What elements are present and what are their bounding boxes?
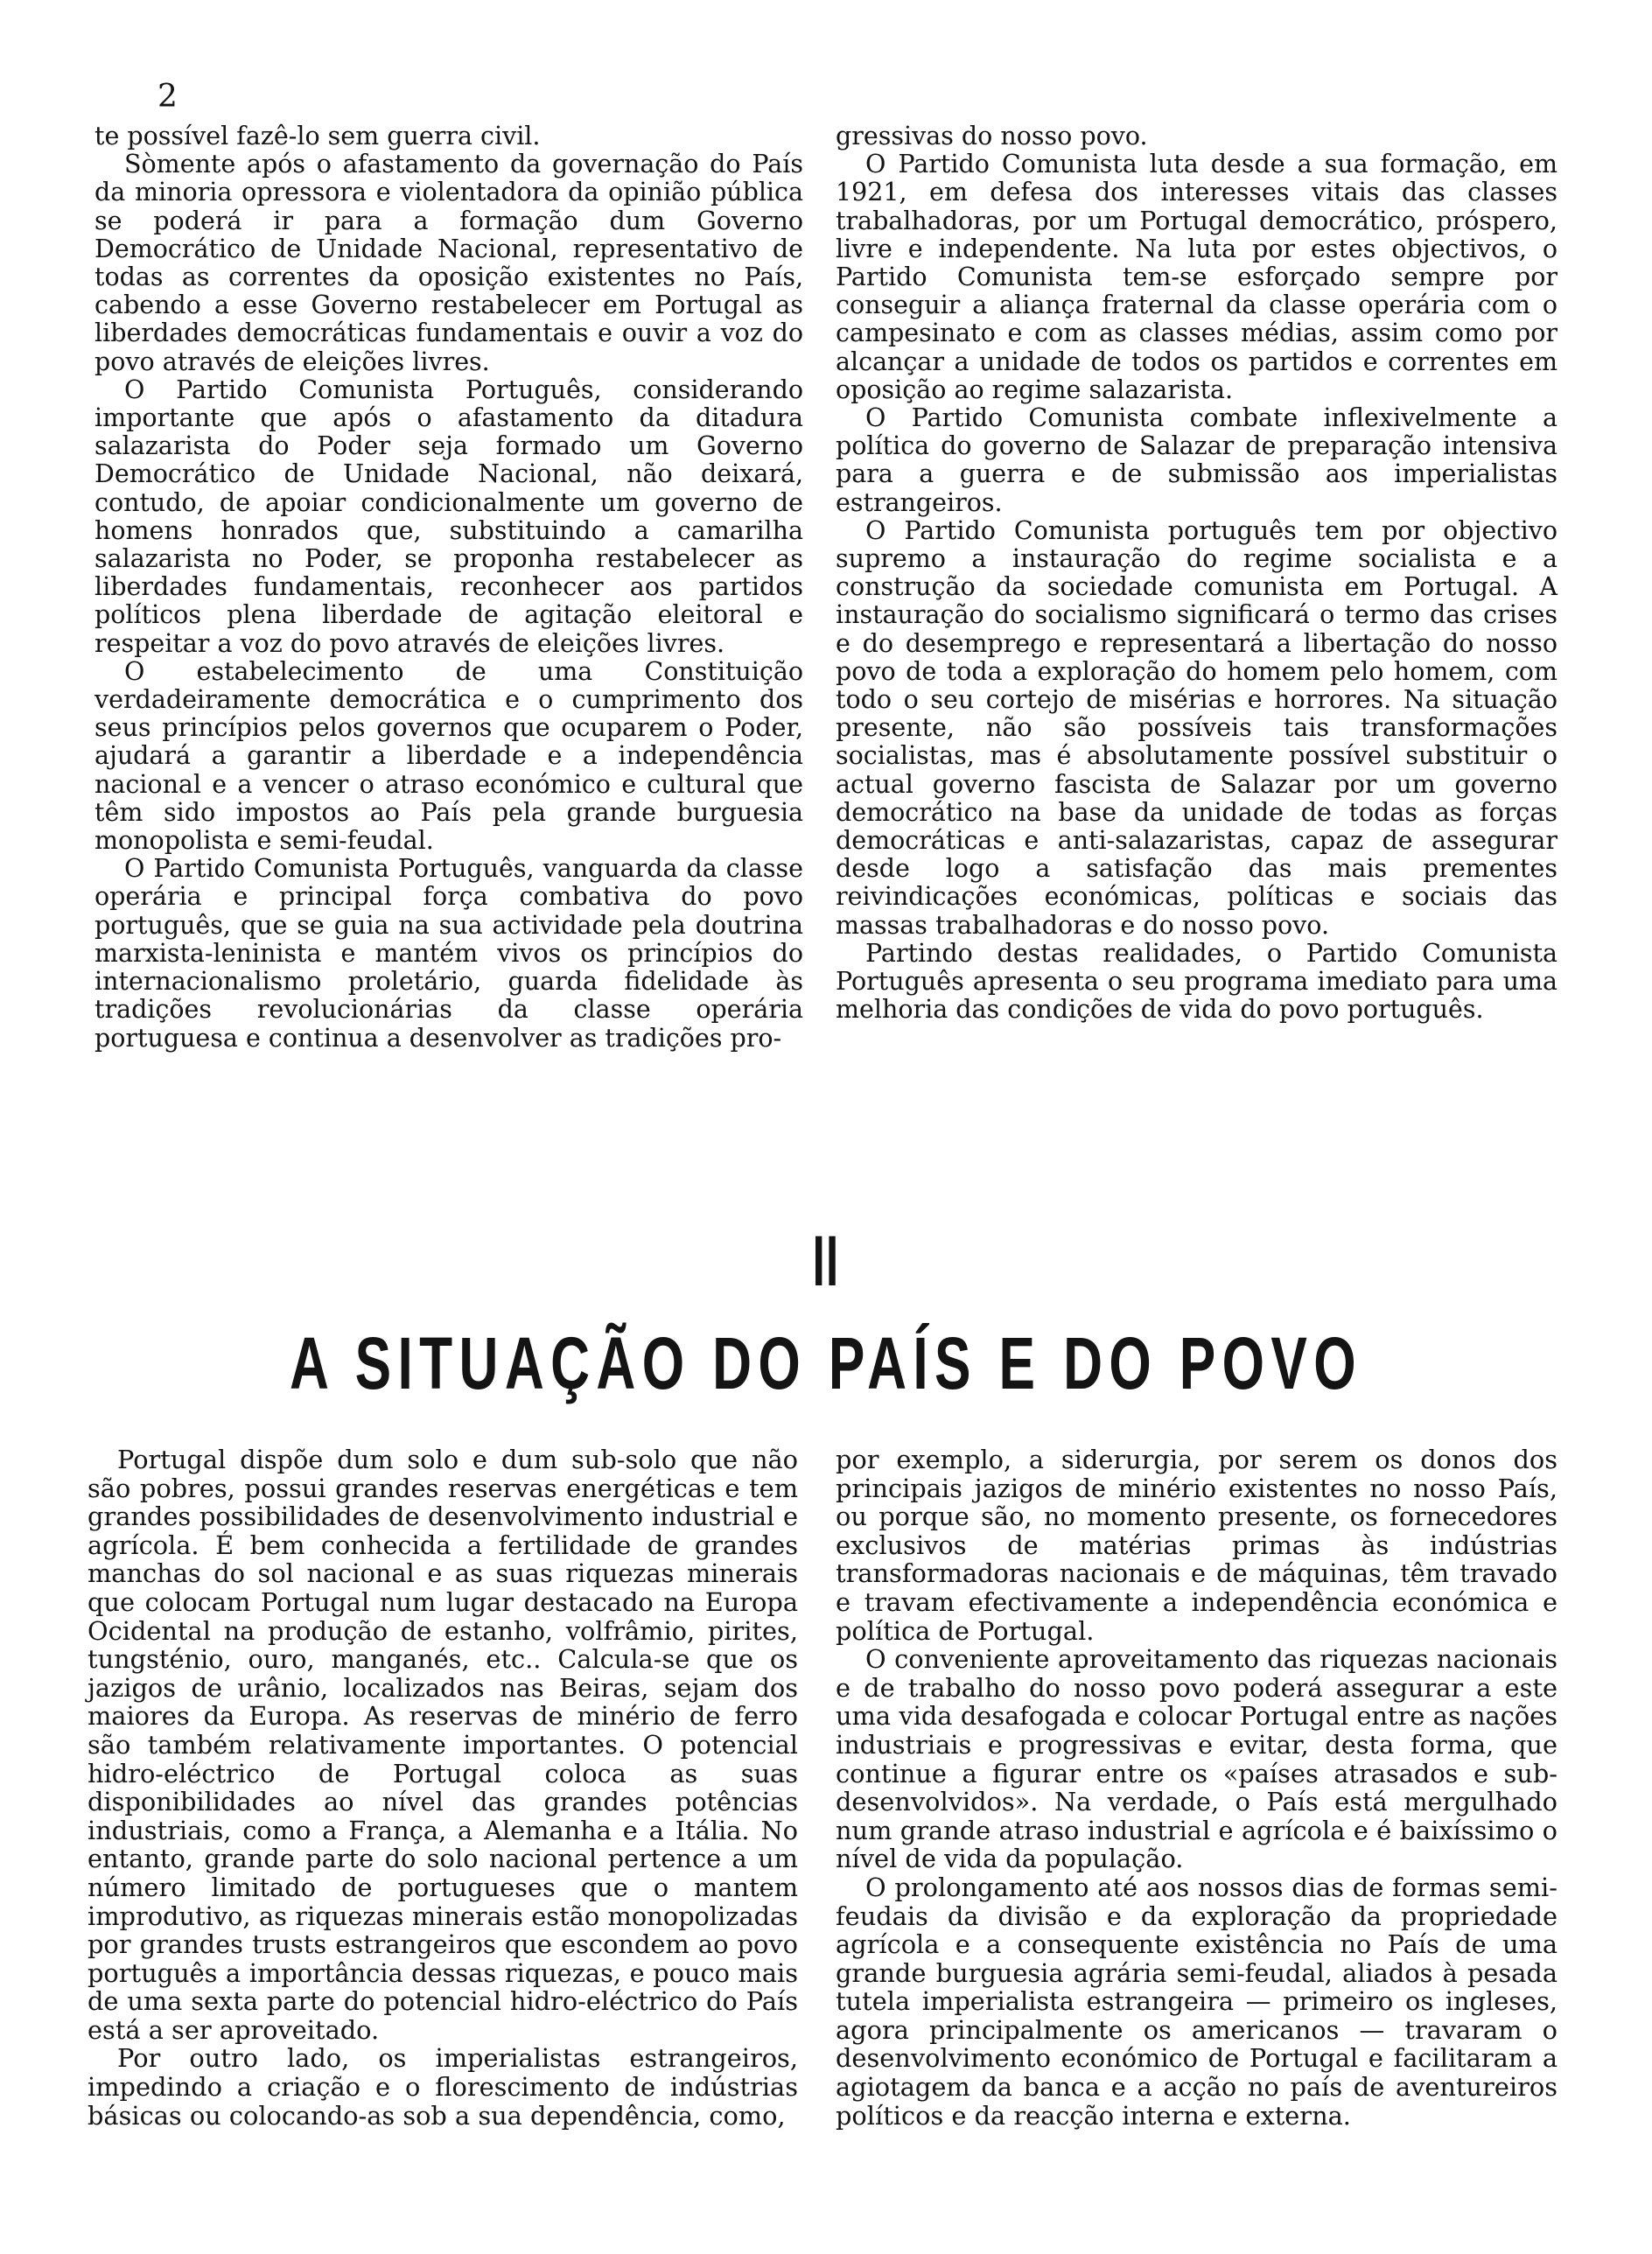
- paragraph: Por outro lado, os imperialistas estrangeiros, impedindo a criação e o florescimento de indústrias básicas ou colocando-as sob a sua dependência, como,: [88, 2043, 798, 2131]
- section-title: A SITUAÇÃO DO PAÍS E DO POVO: [289, 1322, 1363, 1404]
- paragraph: Portugal dispõe dum solo e dum sub-solo que não são pobres, possui grandes reservas energéticas e tem grandes possibilidades de desenvolvimento industrial e agrícola. É bem conhecida a fertilidade de grandes manchas do sol nacional e as suas riquezas minerais que colocam Portugal num lugar destacado na Europa Ocidental na produção de estanho, volfrâmio, pirites, tungsténio, ouro, manganés, etc.. Calcula-se que os jazigos de urânio, localizados nas Beiras, sejam dos maiores da Europa. As reservas de minério de ferro são também relativamente importantes. O potencial hidro-eléctrico de Portugal coloca as suas disponibilidades ao nível das grandes potências industriais, como a França, a Alemanha e a Itália. No entanto, grande parte do solo nacional pertence a um número limitado de portugueses que o mantem improdutivo, as riquezas minerais estão monopolizadas por grandes trusts estrangeiros que escondem ao povo português a importância dessas riquezas, e pouco mais de uma sexta parte do potencial hidro-eléctrico do País está a ser aproveitado.: [88, 1445, 798, 2045]
- paragraph: O estabelecimento de uma Constituição verdadeiramente democrática e o cumprimento dos seus princípios pelos governos que ocuparem o Poder, ajudará a garantir a liberdade e a independência nacional e a vencer o atraso económico e cultural que têm sido impostos ao País pela grande burguesia monopolista e semi-feudal.: [94, 656, 803, 856]
- paragraph: Partindo destas realidades, o Partido Comunista Português apresenta o seu programa imediato para uma melhoria das condições de vida do povo português.: [836, 938, 1558, 1025]
- top-right-column: [836, 122, 1558, 1025]
- paragraph: O Partido Comunista Português, vanguarda da classe operária e principal força combativa do povo português, que se guia na sua actividade pela doutrina marxista-leninista e mantém vivos os princípios do internacionalismo proletário, guarda fidelidade às tradições revolucionárias da classe operária portuguesa e continua a desenvolver as tradições pro-: [94, 854, 803, 1053]
- bottom-left-column: [88, 1446, 798, 2130]
- paragraph: O Partido Comunista português tem por objectivo supremo a instauração do regime socialista e a construção da sociedade comunista em Portugal. A instauração do socialismo significará o termo das crises e do desemprego e representará a libertação do nosso povo de toda a exploração do homem pelo homem, com todo o seu cortejo de misérias e horrores. Na situação presente, não são possíveis tais transformações socialistas, mas é absolutamente possível substituir o actual governo fascista de Salazar por um governo democrático na base da unidade de todas as forças democráticas e anti-salazaristas, capaz de assegurar desde logo a satisfação das mais prementes reivindicações económicas, políticas e sociais das massas trabalhadoras e do nosso povo.: [836, 515, 1558, 940]
- paragraph: O conveniente aproveitamento das riquezas nacionais e de trabalho do nosso povo poderá assegurar a este uma vida desafogada e colocar Portugal entre as nações industriais e progressivas e evitar, desta forma, que continue a figurar entre os «países atrasados e sub-desenvolvidos». Na verdade, o País está mergulhado num grande atraso industrial e agrícola e é baixíssimo o nível de vida da população.: [836, 1644, 1558, 1874]
- top-left-column: [94, 122, 803, 1053]
- paragraph: por exemplo, a siderurgia, por serem os donos dos principais jazigos de minério existentes no nosso País, ou porque são, no momento presente, os fornecedores exclusivos de matérias primas às indústrias transformadoras nacionais e de máquinas, têm travado e travam efectivamente a independência económica e política de Portugal.: [836, 1445, 1558, 1646]
- paragraph: gressivas do nosso povo.: [836, 122, 1148, 150]
- paragraph: O Partido Comunista Português, considerando importante que após o afastamento da ditadura salazarista do Poder seja formado um Governo Democrático de Unidade Nacional, não deixará, contudo, de apoiar condicionalmente um governo de homens honrados que, substituindo a camarilha salazarista no Poder, se proponha restabelecer as liberdades fundamentais, reconhecer aos partidos políticos plena liberdade de agitação eleitoral e respeitar a voz do povo através de eleições livres.: [94, 374, 803, 658]
- page-number: 2: [158, 79, 178, 115]
- section-number: II: [812, 1222, 840, 1301]
- paragraph: Sòmente após o afastamento da governação do País da minoria opressora e violentadora da opinião pública se poderá ir para a formação dum Governo Democrático de Unidade Nacional, representativo de todas as correntes da oposição existentes no País, cabendo a esse Governo restabelecer em Portugal as liberdades democráticas fundamentais e ouvir a voz do povo através de eleições livres.: [94, 150, 803, 376]
- paragraph: O Partido Comunista luta desde a sua formação, em 1921, em defesa dos interesses vitais das classes trabalhadoras, por um Portugal democrático, próspero, livre e independente. Na luta por estes objectivos, o Partido Comunista tem-se esforçado sempre por conseguir a aliança fraternal da classe operária com o campesinato e com as classes médias, assim como por alcançar a unidade de todos os partidos e correntes em oposição ao regime salazarista.: [836, 150, 1558, 404]
- paragraph: te possível fazê-lo sem guerra civil.: [94, 122, 541, 150]
- paragraph: O Partido Comunista combate inflexivelmente a política do governo de Salazar de preparação intensiva para a guerra e de submissão aos imperialistas estrangeiros.: [836, 403, 1558, 517]
- paragraph: O prolongamento até aos nossos dias de formas semi-feudais da divisão e da exploração da propriedade agrícola e a consequente existência no País de uma grande burguesia agrária semi-feudal, aliados à pesada tutela imperialista estrangeira — primeiro os ingleses, agora principalmente os americanos — travaram o desenvolvimento económico de Portugal e facilitaram a agiotagem da banca e a acção no país de aventureiros políticos e da reacção interna e externa.: [836, 1872, 1558, 2131]
- bottom-right-column: [836, 1446, 1558, 2130]
